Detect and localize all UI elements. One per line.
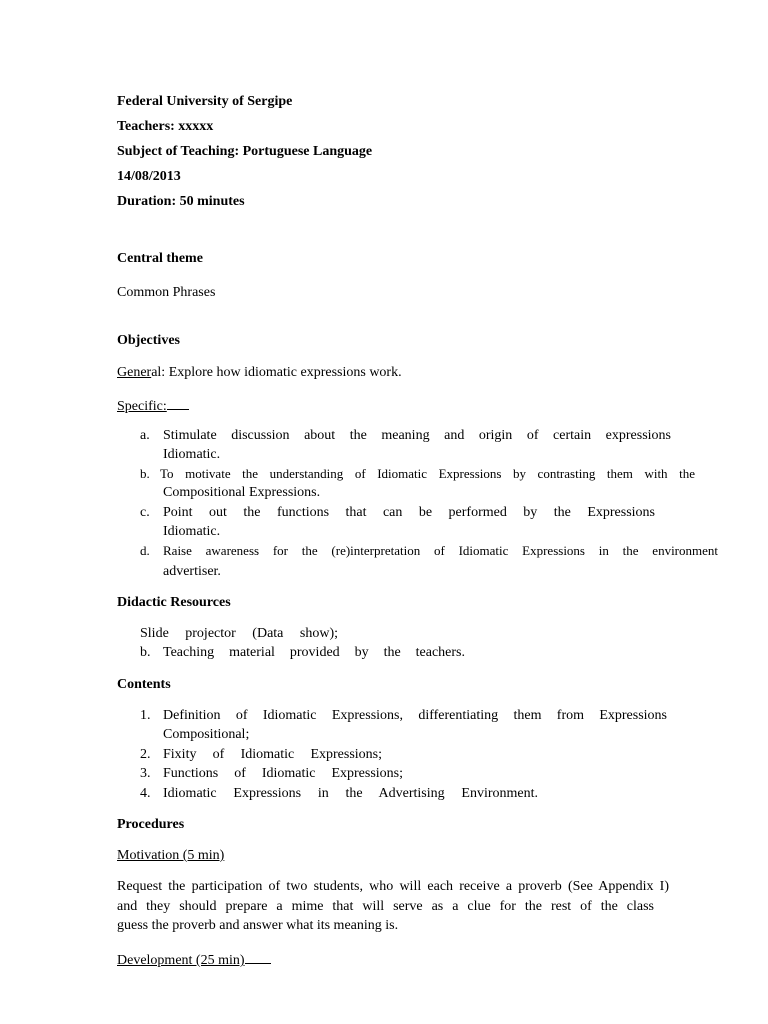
objective-a-line1: Stimulate discussion about the meaning and origin of certain expressions [163, 428, 671, 443]
content-2-marker: 2. [140, 747, 151, 762]
content-3-line1: Functions of Idiomatic Expressions; [163, 766, 403, 781]
resource-item-2-marker: b. [140, 645, 151, 660]
university-name: Federal University of Sergipe [117, 94, 293, 109]
content-1-line2: Compositional; [163, 727, 250, 742]
motivation-label: Motivation (5 min) [117, 848, 225, 863]
content-4-marker: 4. [140, 786, 151, 801]
didactic-resources-heading: Didactic Resources [117, 595, 231, 610]
objective-b-line2: Compositional Expressions. [163, 485, 321, 500]
resource-item-1: Slide projector (Data show); [140, 626, 338, 641]
procedures-heading: Procedures [117, 817, 185, 832]
motivation-line-3: guess the proverb and answer what its meaning is. [117, 918, 399, 933]
contents-heading: Contents [117, 677, 171, 692]
central-theme-heading: Central theme [117, 251, 203, 266]
content-3-marker: 3. [140, 766, 151, 781]
objective-d-marker: d. [140, 543, 150, 558]
specific-label [117, 397, 189, 414]
development-label-blank [245, 951, 271, 964]
objective-a-marker: a. [140, 428, 150, 443]
subject-line: Subject of Teaching: Portuguese Language [117, 144, 373, 159]
general-objective [117, 366, 402, 380]
general-objective-text: al: Explore how idiomatic expressions work. [151, 365, 402, 380]
teachers-line: Teachers: xxxxx [117, 119, 214, 134]
content-4-line1: Idiomatic Expressions in the Advertising Environment. [163, 786, 538, 801]
content-1-marker: 1. [140, 708, 151, 723]
motivation-line-2: and they should prepare a mime that will serve as a clue for the rest of the class [117, 899, 654, 914]
objective-b-marker: b. [140, 466, 150, 481]
objective-a-line2: Idiomatic. [163, 447, 221, 462]
duration-line: Duration: 50 minutes [117, 194, 245, 209]
development-label-text: Development (25 min) [117, 953, 245, 968]
motivation-line-1: Request the participation of two students, who will each receive a proverb (See Appendix I) [117, 879, 669, 894]
resource-item-2: Teaching material provided by the teachers. [163, 645, 465, 660]
objective-c-line2: Idiomatic. [163, 524, 221, 539]
content-2-line1: Fixity of Idiomatic Expressions; [163, 747, 382, 762]
specific-label-blank [167, 397, 189, 410]
specific-label-text: Specific: [117, 399, 167, 414]
content-1-line1: Definition of Idiomatic Expressions, differentiating them from Expressions [163, 708, 667, 723]
date-line: 14/08/2013 [117, 169, 181, 184]
objective-c-marker: c. [140, 505, 150, 520]
general-label-underlined: Gener [117, 365, 152, 380]
development-label [117, 951, 271, 968]
objective-b-line1: To motivate the understanding of Idiomatic Expressions by contrasting them with the [160, 466, 695, 481]
objective-c-line1: Point out the functions that can be performed by the Expressions [163, 505, 655, 520]
central-theme-text: Common Phrases [117, 285, 216, 300]
objective-d-line1: Raise awareness for the (re)interpretation of Idiomatic Expressions in the environment [163, 543, 718, 558]
objective-d-line2: advertiser. [163, 564, 221, 579]
objectives-heading: Objectives [117, 333, 180, 348]
